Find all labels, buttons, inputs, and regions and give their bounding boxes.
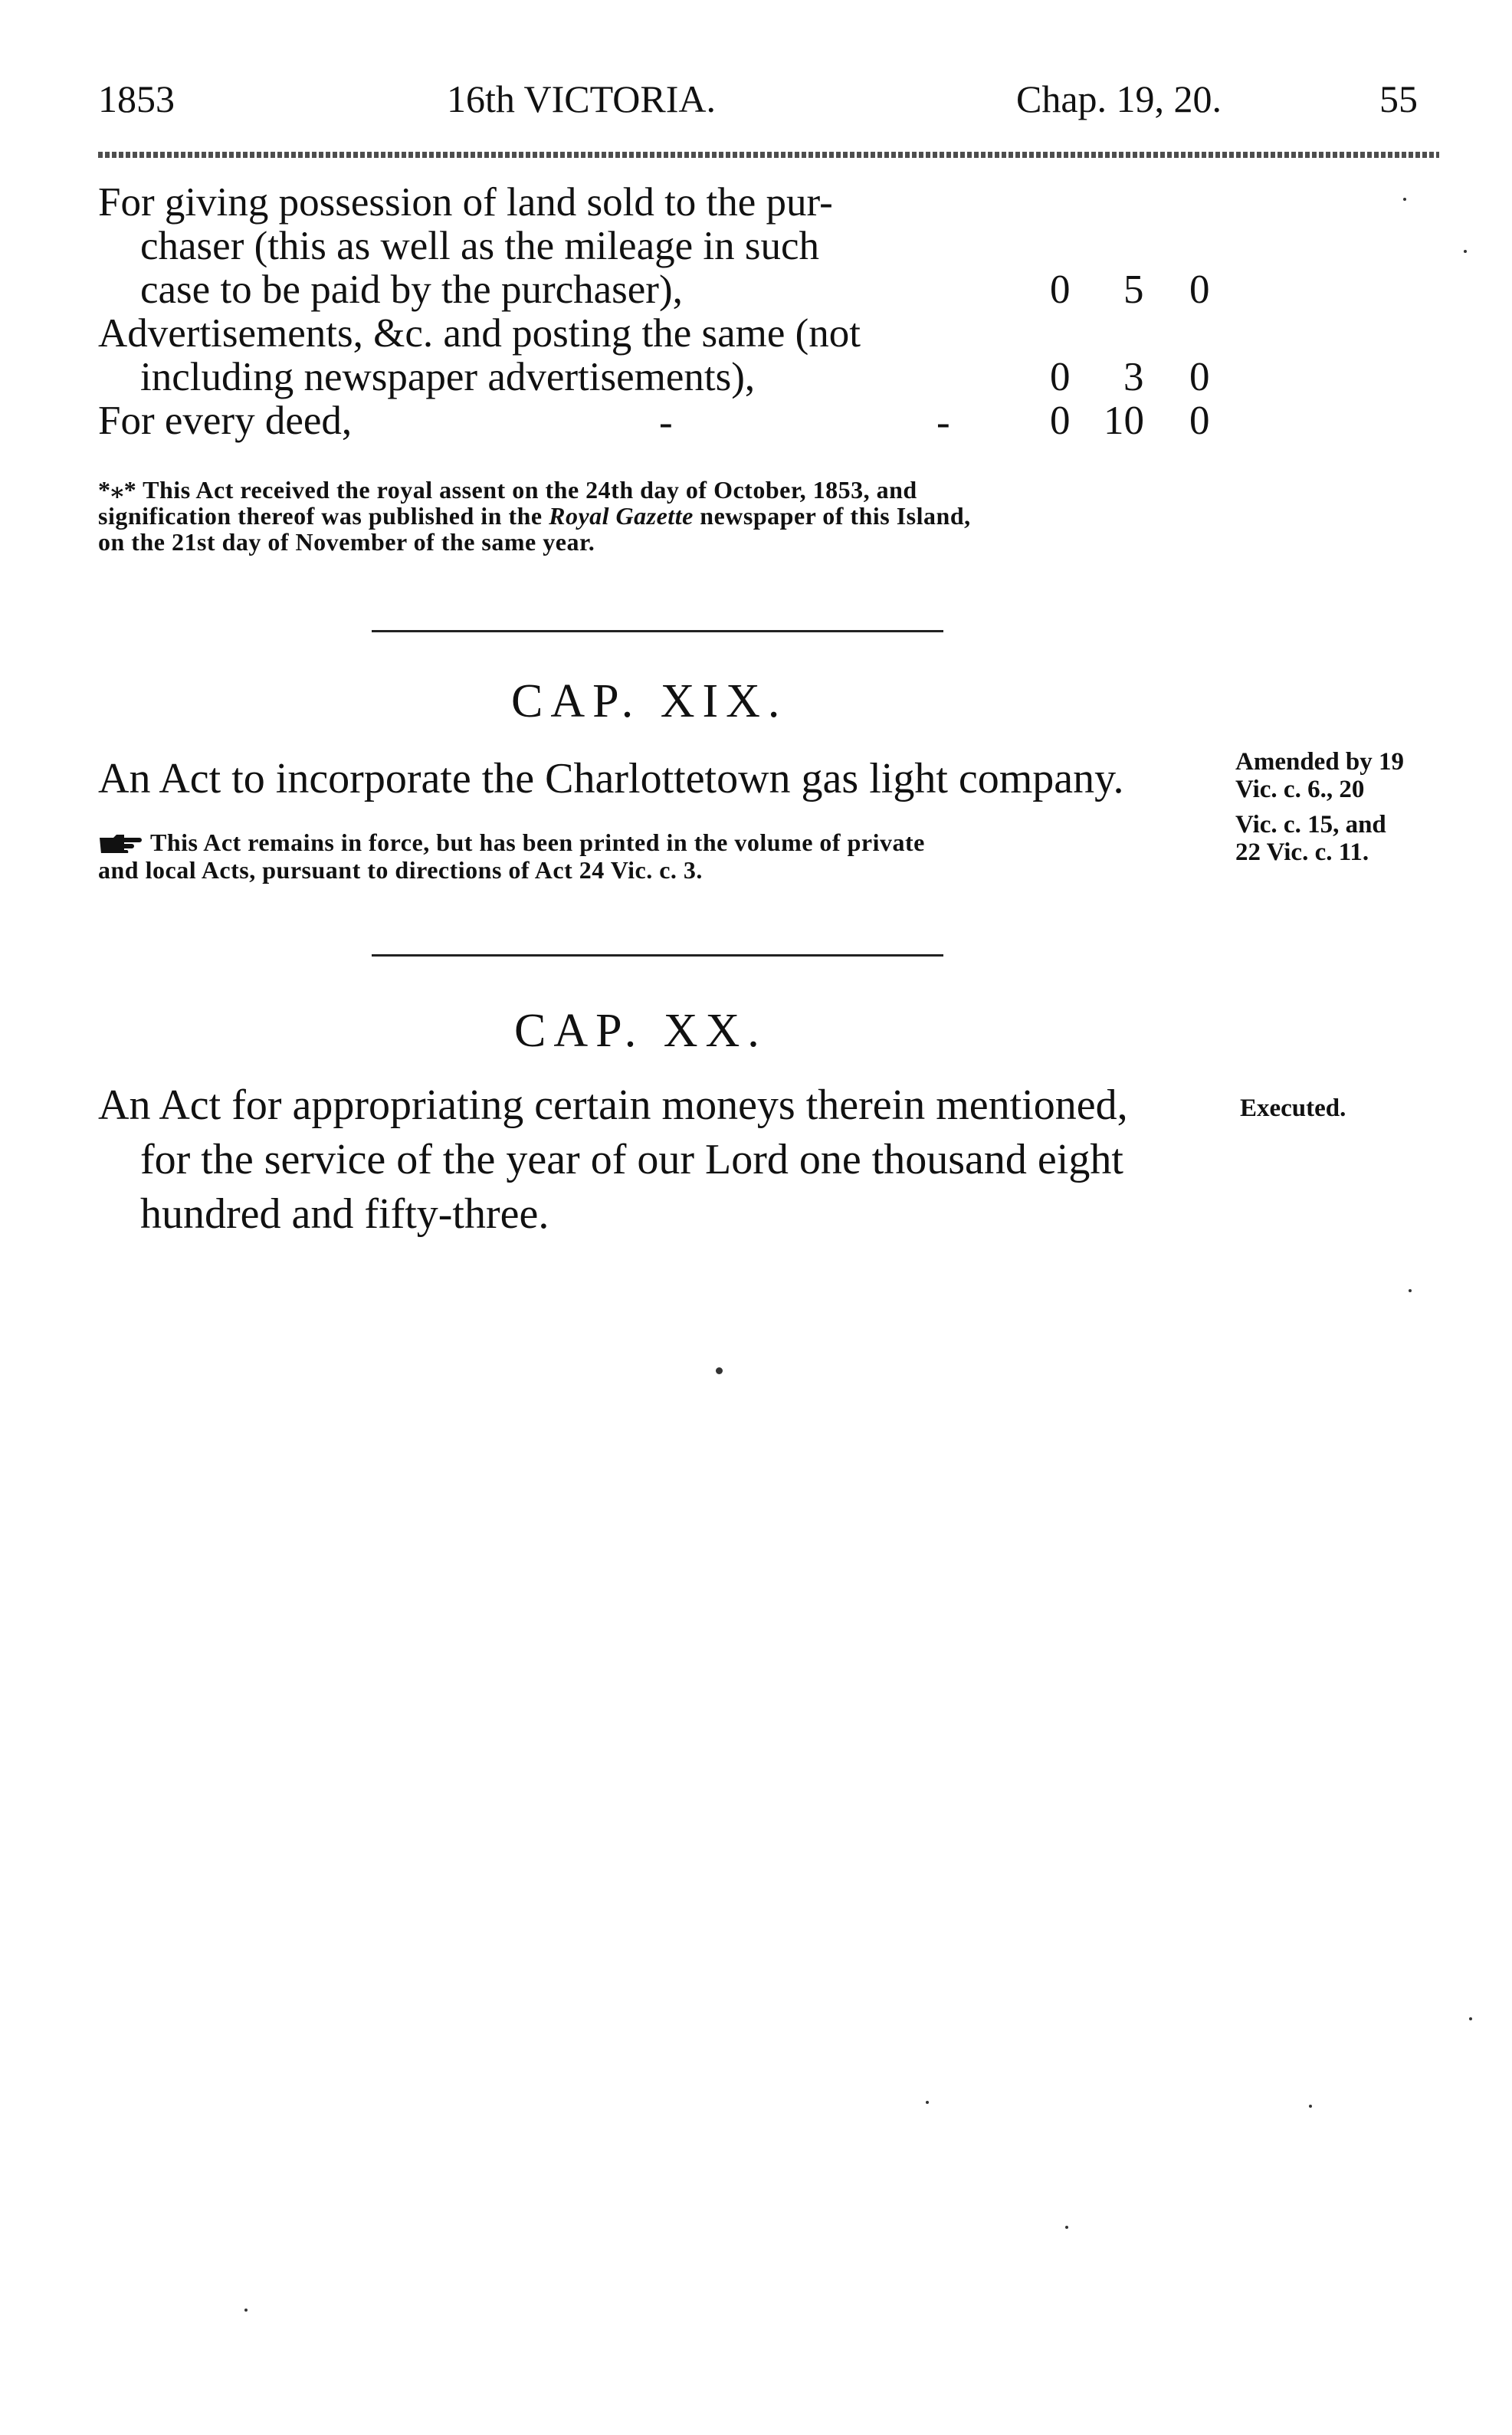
fee-3-dash-2: - — [936, 400, 950, 445]
ink-speck — [926, 2101, 929, 2104]
section-divider — [372, 630, 943, 632]
fee-1-pence: 0 — [1189, 267, 1210, 312]
ink-speck — [1403, 198, 1406, 201]
margin-note-line: 22 Vic. c. 11. — [1235, 838, 1369, 866]
assent-line-2b: newspaper of this Island, — [693, 502, 971, 530]
header-chapter: Chap. 19, 20. — [1016, 77, 1222, 120]
cap-19-note-line-2: and local Acts, pursuant to directions of Act 24 Vic. c. 3. — [98, 856, 703, 884]
fee-1-pounds: 0 — [1050, 267, 1071, 312]
fee-1-line-2: chaser (this as well as the mileage in such — [140, 224, 819, 268]
fee-3-pence: 0 — [1189, 399, 1210, 443]
fee-1-shillings: 5 — [1123, 267, 1144, 312]
ink-speck — [1065, 2226, 1068, 2229]
ink-speck — [1309, 2105, 1312, 2108]
fee-1-line-3: case to be paid by the purchaser), — [140, 267, 683, 312]
cap-19-heading: CAP. XIX. — [511, 675, 788, 727]
cap-19-note-line-1: This Act remains in force, but has been printed in the volume of private — [150, 829, 925, 856]
fee-2-pounds: 0 — [1050, 355, 1071, 399]
fee-2-shillings: 3 — [1123, 355, 1144, 399]
cap-20-heading: CAP. XX. — [514, 1005, 767, 1057]
header-rule — [98, 152, 1439, 158]
assent-line-1: This Act received the royal assent on the 24th day of October, 1853, and — [143, 476, 917, 504]
asterism: *⁎* — [98, 476, 137, 504]
fee-2-line-1: Advertisements, &c. and posting the same (not — [98, 311, 861, 356]
cap-20-title-line-2: for the service of the year of our Lord one thousand eight — [140, 1136, 1123, 1183]
cap-20-title-line-1: An Act for appropriating certain moneys therein mentioned, — [98, 1081, 1128, 1129]
header-year: 1853 — [98, 77, 175, 120]
ink-speck — [1409, 1289, 1412, 1292]
ink-speck — [244, 2309, 248, 2312]
margin-note-line: Vic. c. 15, and — [1235, 811, 1386, 838]
header-page-number: 55 — [1379, 77, 1418, 120]
ink-speck — [716, 1367, 723, 1374]
assent-line-3: on the 21st day of November of the same year. — [98, 528, 595, 556]
margin-note-line: Vic. c. 6., 20 — [1235, 776, 1365, 803]
fee-3-dash-1: - — [659, 400, 673, 445]
ink-speck — [1469, 2017, 1472, 2020]
fee-3-shillings: 10 — [1104, 399, 1144, 443]
cap-20-margin-note: Executed. — [1240, 1094, 1346, 1122]
margin-note-line: Amended by 19 — [1235, 748, 1405, 776]
gazette-name: Royal Gazette — [549, 502, 694, 530]
assent-line-2a: signification thereof was published in the — [98, 502, 549, 530]
fee-3-line-1: For every deed, — [98, 399, 353, 443]
fee-1-line-1: For giving possession of land sold to the pur- — [98, 180, 833, 225]
fee-2-pence: 0 — [1189, 355, 1210, 399]
cap-20-title-line-3: hundred and fifty-three. — [140, 1190, 549, 1238]
cap-19-title: An Act to incorporate the Charlottetown gas light company. — [98, 755, 1124, 802]
ink-speck — [1464, 250, 1467, 253]
section-divider — [372, 954, 943, 957]
fee-3-pounds: 0 — [1050, 399, 1071, 443]
fee-2-line-2: including newspaper advertisements), — [140, 355, 756, 399]
header-reign: 16th VICTORIA. — [447, 77, 716, 120]
pointing-hand-icon — [98, 833, 143, 853]
